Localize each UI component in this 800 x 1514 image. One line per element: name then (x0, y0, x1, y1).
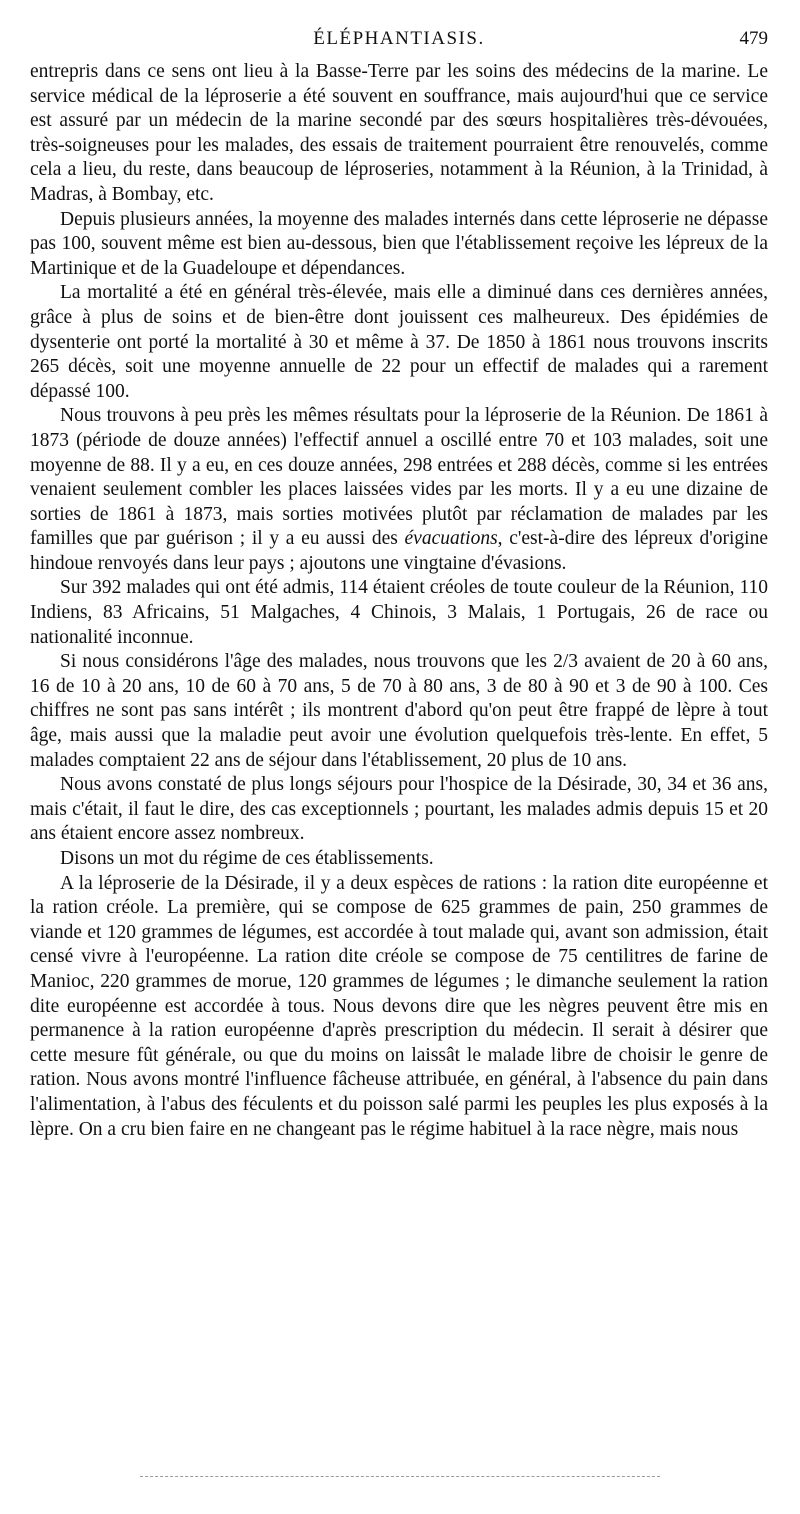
paragraph-text: Sur 392 malades qui ont été admis, 114 étaient créoles de toute couleur de la Réunion, 110 Indiens, 83 Africains, 51 Malgaches, 4 Chinois, 3 Malais, 1 Portugais, 26 de race ou nationalité inconnue. (30, 577, 768, 648)
paragraph-1 (30, 60, 768, 208)
paragraph-text: entrepris dans ce sens ont lieu à la Basse-Terre par les soins des médecins de la marine. Le service médical de la léproserie a été souvent en souffrance, mais aujourd'hui que ce service est assuré par un médecin de la marine secondé par des sœurs hospitalières très-dévouées, très-soigneuses pour les malades, des essais de traitement pourraient être renouvelés, comme cela a lieu, du reste, dans beaucoup de léproseries, notamment à la Réunion, à la Trinidad, à Madras, à Bombay, etc. (30, 61, 768, 205)
paragraph-6 (30, 650, 768, 773)
body-text (30, 60, 768, 1142)
paragraph-text: Nous trouvons à peu près les mêmes résultats pour la léproserie de la Réunion. De 1861 à 1873 (période de douze années) l'effectif annuel a oscillé entre 70 et 103 malades, soit une moyenne de 88. Il y a eu, en ces douze années, 298 entrées et 288 décès, comme si les entrées venaient seulement combler les places laissées vides par les morts. Il y a eu une dizaine de sorties de 1861 à 1873, mais sorties motivées plutôt par réclamation de malades par les familles que par guérison ; il y a eu aussi des (30, 405, 768, 550)
paragraph-text: Nous avons constaté de plus longs séjours pour l'hospice de la Désirade, 30, 34 et 36 ans, mais c'était, il faut le dire, des cas exceptionnels ; pourtant, les malades admis depuis 15 et 20 ans étaient encore assez nombreux. (30, 774, 768, 845)
footer-rule (140, 1476, 660, 1477)
paragraph-3 (30, 281, 768, 404)
page-number: 479 (739, 28, 768, 49)
paragraph-text: A la léproserie de la Désirade, il y a deux espèces de rations : la ration dite européenne et la ration créole. La première, qui se compose de 625 grammes de pain, 250 grammes de viande et 120 grammes de légumes, est accordée à tout malade qui, avant son admission, était censé vivre à l'européenne. La ration dite créole se compose de 75 centilitres de farine de Manioc, 220 grammes de morue, 120 grammes de légumes ; le dimanche seulement la ration dite européenne est accordée à tous. Nous devons dire que les nègres peuvent être mis en permanence à la ration européenne d'après prescription du médecin. Il serait à désirer que cette mesure fût générale, ou que du moins on laissât le malade libre de choisir le genre de ration. Nous avons montré l'influence fâcheuse attribuée, en général, à l'absence du pain dans l'alimentation, à l'abus des féculents et du poisson salé parmi les peuples les plus exposés à la lèpre. On a cru bien faire en ne changeant pas le régime habituel à la race nègre, mais nous (30, 872, 768, 1140)
running-head (30, 28, 768, 58)
paragraph-text: Depuis plusieurs années, la moyenne des malades internés dans cette léproserie ne dépasse pas 100, souvent même est bien au-dessous, bien que l'établissement reçoive les lépreux de la Martinique et de la Guadeloupe et dépendances. (30, 208, 768, 279)
paragraph-4 (30, 404, 768, 576)
paragraph-text: Disons un mot du régime de ces établissements. (60, 848, 434, 869)
paragraph-text-after: , c'est-à-dire des lépreux d'origine hindoue renvoyés dans leur pays ; ajoutons une vingtaine d'évasions. (30, 528, 768, 574)
paragraph-9 (30, 872, 768, 1143)
emphasis-evacuations: évacuations (404, 528, 498, 550)
paragraph-7 (30, 773, 768, 847)
paragraph-8 (30, 847, 768, 872)
paragraph-text: Si nous considérons l'âge des malades, nous trouvons que les 2/3 avaient de 20 à 60 ans, 16 de 10 à 20 ans, 10 de 60 à 70 ans, 5 de 70 à 80 ans, 3 de 80 à 90 et 3 de 90 à 100. Ces chiffres ne sont pas sans intérêt ; ils montrent d'abord qu'on peut être frappé de lèpre à tout âge, mais aussi que la maladie peut avoir une évolution quelquefois très-lente. En effet, 5 malades comptaient 22 ans de séjour dans l'établissement, 20 plus de 10 ans. (30, 651, 768, 771)
paragraph-text: La mortalité a été en général très-élevée, mais elle a diminué dans ces dernières années, grâce à plus de soins et de bien-être dont jouissent ces malheureux. Des épidémies de dysenterie ont porté la mortalité à 30 et même à 37. De 1850 à 1861 nous trouvons inscrits 265 décès, soit une moyenne annuelle de 22 pour un effectif de malades qui a rarement dépassé 100. (30, 282, 768, 402)
paragraph-2 (30, 208, 768, 282)
running-title: ÉLÉPHANTIASIS. (313, 28, 485, 49)
paragraph-5 (30, 576, 768, 650)
